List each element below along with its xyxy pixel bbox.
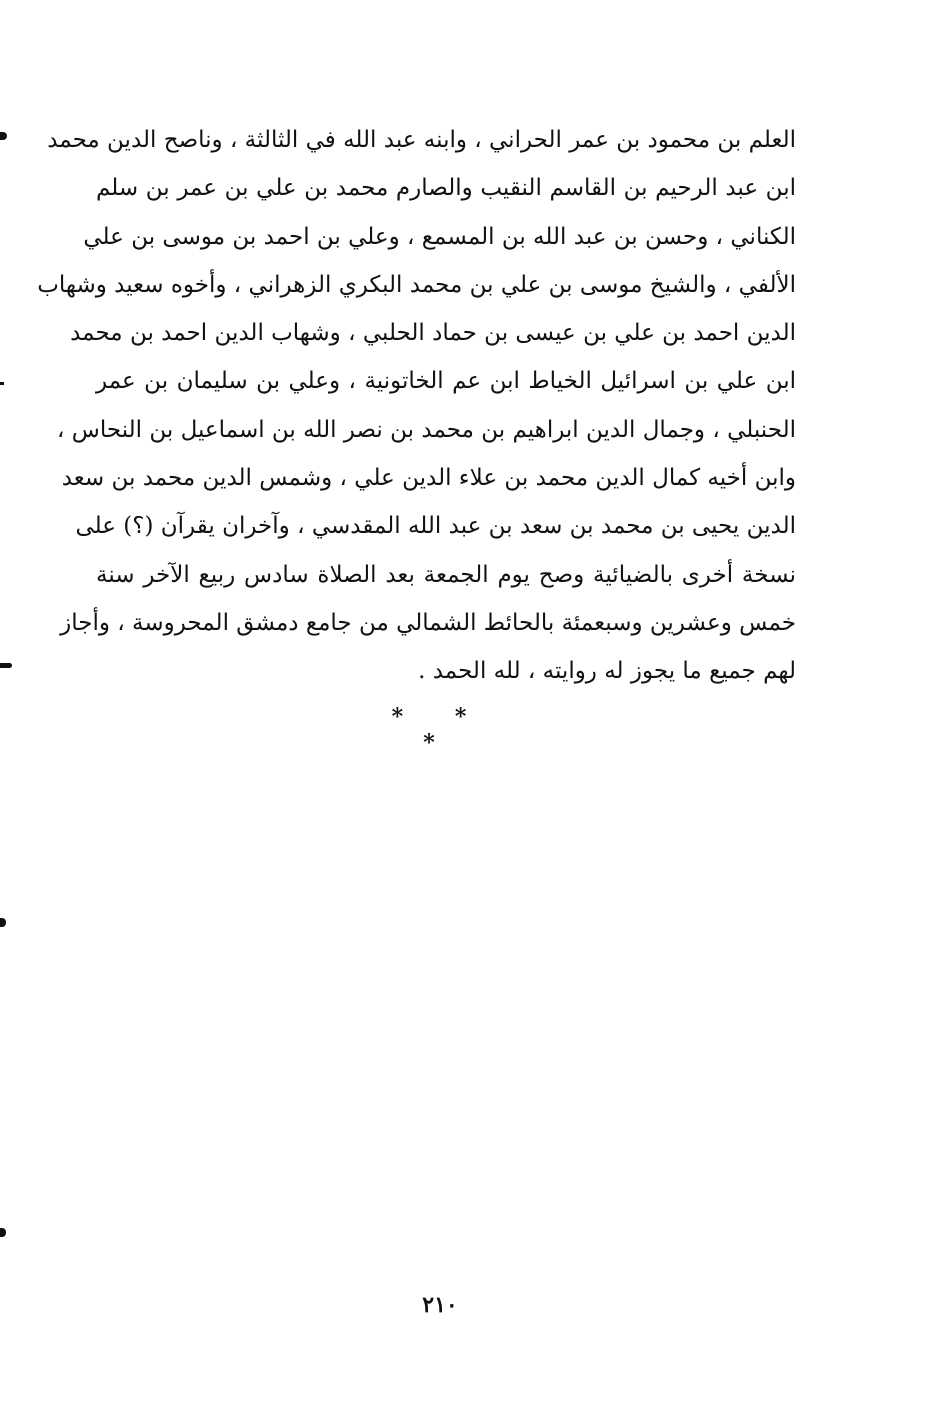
scan-edge-mark	[0, 663, 12, 668]
text-line: الدين احمد بن علي بن عيسى بن حماد الحلبي ، وشهاب الدين احمد بن محمد	[70, 320, 796, 347]
text-line: نسخة أخرى بالضيائية وصح يوم الجمعة بعد الصلاة سادس ربيع الآخر سنة	[96, 561, 796, 588]
scan-edge-mark	[0, 918, 6, 927]
body-text	[37, 116, 796, 696]
scan-edge-mark	[0, 132, 7, 140]
scan-edge-mark	[0, 1228, 6, 1237]
text-line: ابن عبد الرحيم بن القاسم النقيب والصارم محمد بن علي بن عمر بن سلم	[96, 175, 796, 202]
section-separator: * * *	[391, 704, 489, 756]
text-line: الدين يحيى بن محمد بن سعد بن عبد الله المقدسي ، وآخران يقرآن (؟) على	[75, 513, 796, 540]
text-line: الكناني ، وحسن بن عبد الله بن المسمع ، وعلي بن احمد بن موسى بن علي	[83, 223, 796, 250]
text-line: الحنبلي ، وجمال الدين ابراهيم بن محمد بن نصر الله بن اسماعيل بن النحاس ،	[57, 416, 796, 443]
text-line: لهم جميع ما يجوز له روايته ، لله الحمد .	[418, 658, 796, 685]
text-line: الألفي ، والشيخ موسى بن علي بن محمد البكري الزهراني ، وأخوه سعيد وشهاب	[37, 271, 796, 298]
text-line: وابن أخيه كمال الدين محمد بن علاء الدين علي ، وشمس الدين محمد بن سعد	[61, 465, 796, 492]
text-line: ابن علي بن اسرائيل الخياط ابن عم الخاتونية ، وعلي بن سليمان بن عمر	[96, 368, 796, 395]
page-number: ٢١٠	[422, 1292, 458, 1318]
scan-edge-mark	[0, 382, 4, 385]
text-line: خمس وعشرين وسبعمئة بالحائط الشمالي من جامع دمشق المحروسة ، وأجاز	[60, 609, 796, 636]
text-line: العلم بن محمود بن عمر الحراني ، وابنه عبد الله في الثالثة ، وناصح الدين محمد	[47, 127, 796, 153]
